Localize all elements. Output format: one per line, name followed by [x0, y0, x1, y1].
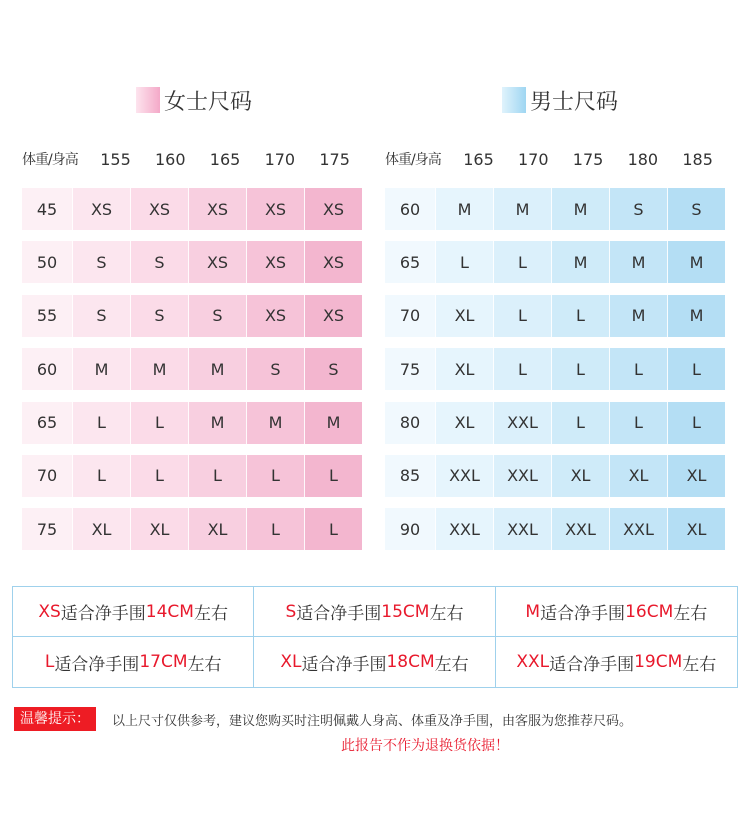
size-cell: S — [130, 295, 188, 337]
weight-cell: 45 — [22, 188, 72, 230]
size-cell: XS — [304, 188, 362, 230]
wrist-size-code: M — [525, 601, 541, 622]
size-cell: L — [72, 455, 130, 497]
wrist-size-cell — [496, 637, 737, 687]
wrist-size-prefix: 适合净手围 — [296, 604, 382, 624]
wrist-size-value: 18CM — [386, 652, 435, 672]
size-cell: M — [667, 241, 725, 283]
size-cell: L — [493, 348, 551, 390]
height-header: 180 — [627, 149, 659, 169]
weight-cell: 70 — [22, 455, 72, 497]
size-cell: XL — [435, 402, 493, 444]
size-cell: XL — [130, 508, 188, 550]
height-header: 175 — [572, 149, 604, 169]
size-cell: XL — [435, 348, 493, 390]
size-cell: M — [551, 241, 609, 283]
size-cell: L — [188, 455, 246, 497]
table-row — [385, 295, 725, 337]
weight-height-label: 体重/身高 — [385, 152, 441, 168]
weight-cell: 85 — [385, 455, 435, 497]
height-header: 155 — [100, 149, 131, 169]
size-cell: M — [609, 241, 667, 283]
height-header: 170 — [264, 149, 296, 169]
size-cell: XL — [72, 508, 130, 550]
size-cell: XL — [609, 455, 667, 497]
size-cell: S — [72, 241, 130, 283]
table-row — [22, 241, 362, 283]
size-cell: L — [246, 508, 304, 550]
table-row — [385, 348, 725, 390]
wrist-size-prefix: 适合净手围 — [301, 654, 387, 675]
wrist-size-value: 16CM — [625, 601, 674, 622]
size-cell: L — [246, 455, 304, 497]
size-cell: L — [72, 402, 130, 444]
women-title-text: 女士尺码 — [164, 89, 253, 115]
size-cell: L — [667, 402, 725, 444]
table-row — [22, 455, 362, 497]
men-title-text: 男士尺码 — [530, 89, 619, 115]
wrist-size-suffix: 左右 — [673, 604, 708, 624]
height-header: 160 — [155, 149, 186, 169]
size-cell: XXL — [493, 455, 551, 497]
wrist-size-code: XS — [38, 601, 61, 622]
size-cell: XXL — [493, 508, 551, 550]
size-cell: L — [551, 402, 609, 444]
size-cell: L — [609, 402, 667, 444]
size-cell: S — [304, 348, 362, 390]
table-row — [22, 348, 362, 390]
wrist-size-suffix: 左右 — [187, 654, 222, 675]
weight-cell: 55 — [22, 295, 72, 337]
size-cell: XS — [188, 241, 246, 283]
table-row — [385, 241, 725, 283]
size-cell: L — [551, 348, 609, 390]
size-cell: M — [188, 402, 246, 444]
weight-height-label: 体重/身高 — [22, 152, 78, 168]
wrist-size-code: XL — [280, 652, 302, 672]
size-cell: M — [72, 348, 130, 390]
women-size-table — [22, 147, 362, 562]
size-cell: M — [667, 295, 725, 337]
size-cell: XL — [435, 295, 493, 337]
wrist-size-cell — [496, 587, 737, 637]
size-cell: S — [72, 295, 130, 337]
size-cell: M — [130, 348, 188, 390]
size-cell: M — [609, 295, 667, 337]
notice-text: 以上尺寸仅供参考，建议您购买时注明佩戴人身高、体重及净手围，由客服为您推荐尺码。 — [112, 713, 633, 729]
weight-cell: 65 — [22, 402, 72, 444]
table-header — [385, 147, 725, 171]
size-cell: XS — [246, 241, 304, 283]
table-row — [385, 455, 725, 497]
weight-cell: 80 — [385, 402, 435, 444]
table-header — [22, 147, 362, 171]
wrist-size-cell — [13, 637, 254, 687]
size-cell: XL — [667, 508, 725, 550]
wrist-size-prefix: 适合净手围 — [549, 654, 635, 675]
wrist-size-cell — [254, 587, 495, 637]
women-size-title — [136, 84, 252, 116]
wrist-size-value: 14CM — [145, 601, 194, 622]
size-cell: L — [130, 402, 188, 444]
size-cell: L — [551, 295, 609, 337]
wrist-size-cell — [13, 587, 254, 637]
table-row — [22, 508, 362, 550]
size-cell: XS — [246, 188, 304, 230]
size-cell: L — [493, 241, 551, 283]
weight-cell: 65 — [385, 241, 435, 283]
size-cell: S — [188, 295, 246, 337]
height-header: 165 — [463, 149, 494, 169]
weight-cell: 60 — [22, 348, 72, 390]
weight-cell: 90 — [385, 508, 435, 550]
wrist-size-cell — [254, 637, 495, 687]
wrist-size-table — [12, 586, 738, 688]
size-cell: S — [609, 188, 667, 230]
size-cell: L — [304, 508, 362, 550]
weight-cell: 50 — [22, 241, 72, 283]
size-cell: XXL — [435, 508, 493, 550]
size-cell: XS — [188, 188, 246, 230]
table-row — [385, 508, 725, 550]
notice — [14, 707, 632, 731]
wrist-size-suffix: 左右 — [193, 604, 228, 624]
size-cell: S — [130, 241, 188, 283]
weight-cell: 75 — [22, 508, 72, 550]
men-size-title — [502, 84, 618, 116]
wrist-size-prefix: 适合净手围 — [540, 604, 626, 624]
size-cell: M — [435, 188, 493, 230]
table-row — [385, 188, 725, 230]
table-row — [385, 402, 725, 444]
wrist-size-prefix: 适合净手围 — [60, 604, 146, 624]
size-cell: XS — [304, 241, 362, 283]
size-cell: M — [304, 402, 362, 444]
height-header: 175 — [319, 149, 350, 169]
size-cell: XXL — [435, 455, 493, 497]
size-cell: L — [304, 455, 362, 497]
wrist-size-suffix: 左右 — [682, 654, 717, 675]
height-header: 165 — [209, 149, 241, 169]
size-cell: XXL — [609, 508, 667, 550]
size-cell: M — [493, 188, 551, 230]
wrist-size-code: L — [44, 652, 55, 672]
size-cell: M — [188, 348, 246, 390]
size-cell: XS — [246, 295, 304, 337]
wrist-size-prefix: 适合净手围 — [54, 654, 140, 675]
size-cell: M — [551, 188, 609, 230]
size-cell: XXL — [493, 402, 551, 444]
table-row — [22, 188, 362, 230]
size-cell: XL — [667, 455, 725, 497]
size-cell: XL — [551, 455, 609, 497]
size-cell: L — [435, 241, 493, 283]
notice-label: 温馨提示： — [14, 707, 96, 731]
size-cell: L — [609, 348, 667, 390]
weight-cell: 60 — [385, 188, 435, 230]
wrist-size-value: 19CM — [634, 652, 683, 672]
wrist-size-value: 17CM — [139, 652, 188, 672]
size-cell: XS — [304, 295, 362, 337]
wrist-size-code: S — [285, 601, 297, 622]
size-cell: S — [667, 188, 725, 230]
size-cell: XS — [72, 188, 130, 230]
size-cell: XS — [130, 188, 188, 230]
size-cell: M — [246, 402, 304, 444]
pink-swatch — [136, 87, 160, 113]
height-header: 170 — [518, 149, 549, 169]
men-size-table — [385, 147, 725, 562]
table-row — [22, 402, 362, 444]
size-cell: L — [493, 295, 551, 337]
table-row — [22, 295, 362, 337]
wrist-size-suffix: 左右 — [434, 654, 469, 675]
return-warning: 此报告不作为退换货依据！ — [341, 738, 509, 754]
wrist-size-suffix: 左右 — [429, 604, 464, 624]
size-cell: L — [130, 455, 188, 497]
blue-swatch — [502, 87, 526, 113]
size-cell: XXL — [551, 508, 609, 550]
weight-cell: 75 — [385, 348, 435, 390]
height-header: 185 — [682, 149, 713, 169]
wrist-size-code: XXL — [516, 652, 550, 672]
weight-cell: 70 — [385, 295, 435, 337]
size-cell: XL — [188, 508, 246, 550]
size-cell: L — [667, 348, 725, 390]
wrist-size-value: 15CM — [381, 601, 430, 622]
size-cell: S — [246, 348, 304, 390]
